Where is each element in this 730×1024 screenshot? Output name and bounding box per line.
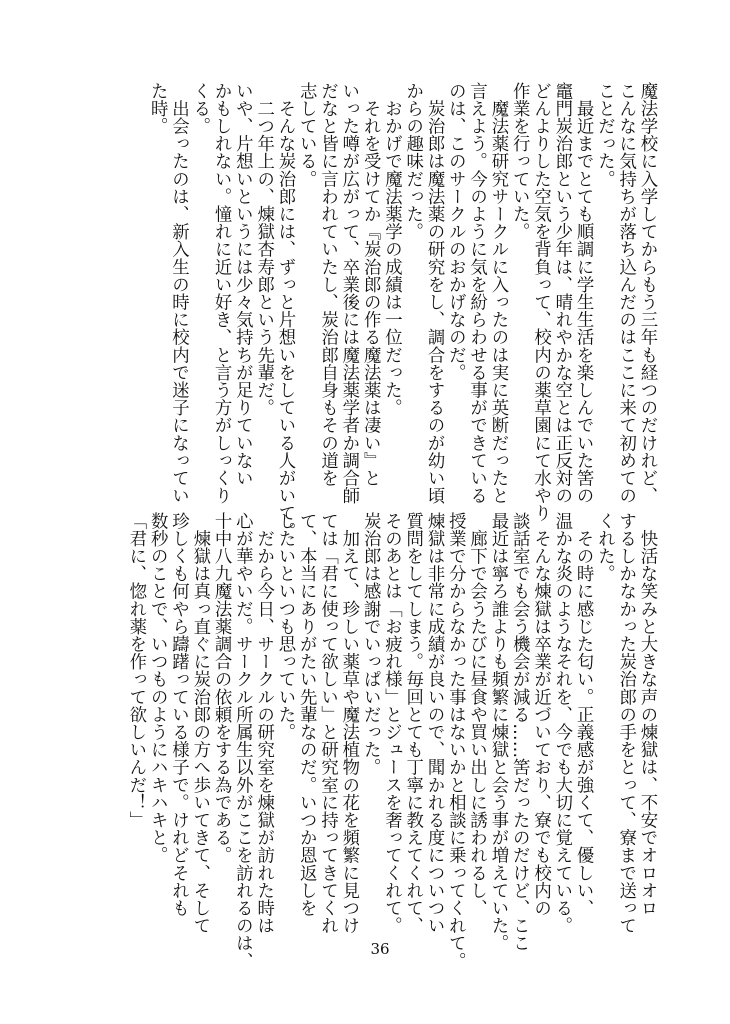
text-column: どんよりした空気を背負って、校内の薬草園にて水やり: [530, 82, 551, 522]
text-column: 「君に、惚れ薬を作って欲しいんだ！」: [125, 512, 146, 829]
text-column: 快活な笑みと大きな声の煉獄は、不安でオロオロ: [637, 512, 657, 917]
text-column: のは、このサークルのおかげなのだ。: [445, 82, 466, 382]
text-column: 最近は寧ろ誰よりも頻繁に煉獄と会う事が増えていた。: [487, 512, 508, 952]
text-column: 二つ年上の、煉獄杏寿郎という先輩だ。: [253, 82, 274, 417]
text-column: くれた。: [594, 512, 615, 583]
text-column: ては「君に使って欲しい」と研究室に持ってきてくれ: [317, 512, 338, 935]
text-column: からの趣味だった。: [402, 82, 423, 241]
text-column: て、本当にありがたい先輩なのだ。いつか恩返しを: [296, 512, 317, 917]
text-column: かもしれない。憧れに近い好き、と言う方がしっくり: [211, 82, 232, 505]
text-column: 質問をしてしまう。毎回とても丁寧に教えてくれて、: [402, 512, 423, 935]
text-column: 廊下で会うたびに昼食や買い出しに誘われるし、: [466, 512, 487, 917]
text-column: だから今日、サークルの研究室を煉獄が訪れた時は: [253, 512, 274, 935]
text-column: 魔法学校に入学してからもう三年も経つのだけれど、: [637, 82, 657, 505]
text-column: 温かな炎のようなそれを、今でも大切に覚えている。: [551, 512, 572, 935]
page-number: 36: [370, 940, 390, 958]
text-column: 煉獄は非常に成績が良いので、聞かれる度についつい: [424, 512, 445, 935]
text-column: 最近までとても順調に学生生活を楽しんでいた筈の: [573, 82, 594, 505]
text-column: 加えて、珍しい薬草や魔法植物の花を頻繁に見つけ: [338, 512, 359, 935]
text-column: ことだった。: [594, 82, 615, 188]
text-column: いや、片想いというには少々気持ちが足りていない: [232, 82, 253, 487]
text-column: 竈門炭治郎という少年は、晴れやかな空とは正反対の: [551, 82, 572, 505]
text-column: 炭治郎は感謝でいっぱいだった。: [360, 512, 381, 776]
text-column: 作業を行っていた。: [509, 82, 530, 241]
text-column: 魔法薬研究サークルに入ったのは実に英断だったと: [487, 82, 508, 505]
text-column: その時に感じた匂い。正義感が強くて、優しい、: [573, 512, 594, 917]
text-column: 煉獄は真っ直ぐに炭治郎の方へ歩いてきて、そして: [189, 512, 210, 935]
text-block-upper: [146, 82, 657, 540]
text-column: いった噂が広がって、卒業後には魔法薬学者か調合師: [338, 82, 359, 505]
text-column: そんな炭治郎には、ずっと片想いをしている人がいて。: [274, 82, 295, 540]
text-column: こんなに気持ちが落ち込んだのはここに来て初めての: [615, 82, 636, 505]
text-column: おかげで魔法薬学の成績は一位だった。: [381, 82, 402, 417]
text-column: それを受けてか『炭治郎の作る魔法薬は凄い』と: [360, 82, 381, 487]
text-column: そんな煉獄は卒業が近づいており、寮でも校内の: [530, 512, 551, 917]
text-column: 志している。: [296, 82, 317, 188]
text-column: 珍しくも何やら躊躇っている様子で。けれどそれも: [168, 512, 189, 917]
text-column: 出会ったのは、新入生の時に校内で迷子になってい: [168, 82, 189, 505]
text-column: 十中八九魔法薬調合の依頼をする為である。: [211, 512, 232, 864]
text-column: た時。: [147, 82, 168, 135]
text-column: 談話室でも会う機会が減る……筈だったのだけど、ここ: [509, 512, 530, 952]
text-column: したいといつも思っていた。: [274, 512, 295, 741]
text-column: 心が華やいだ。サークル所属生以外がここを訪れるのは、: [232, 512, 253, 970]
text-column: 授業で分からなかった事はないかと相談に乗ってくれて。: [445, 512, 466, 970]
text-column: 数秒のことで、いつものようにハキハキと。: [147, 512, 168, 864]
text-column: そのあとは「お疲れ様」とジュースを奢ってくれて。: [381, 512, 402, 935]
text-column: くる。: [189, 82, 210, 135]
text-column: 言えよう。今のように気を紛らわせる事ができている: [466, 82, 487, 505]
text-column: するしかなかった炭治郎の手をとって、寮まで送って: [615, 512, 636, 935]
text-column: だなと皆に言われていたし、炭治郎自身もその道を: [317, 82, 338, 487]
text-column: 炭治郎は魔法薬の研究をし、調合をするのが幼い頃: [424, 82, 445, 505]
